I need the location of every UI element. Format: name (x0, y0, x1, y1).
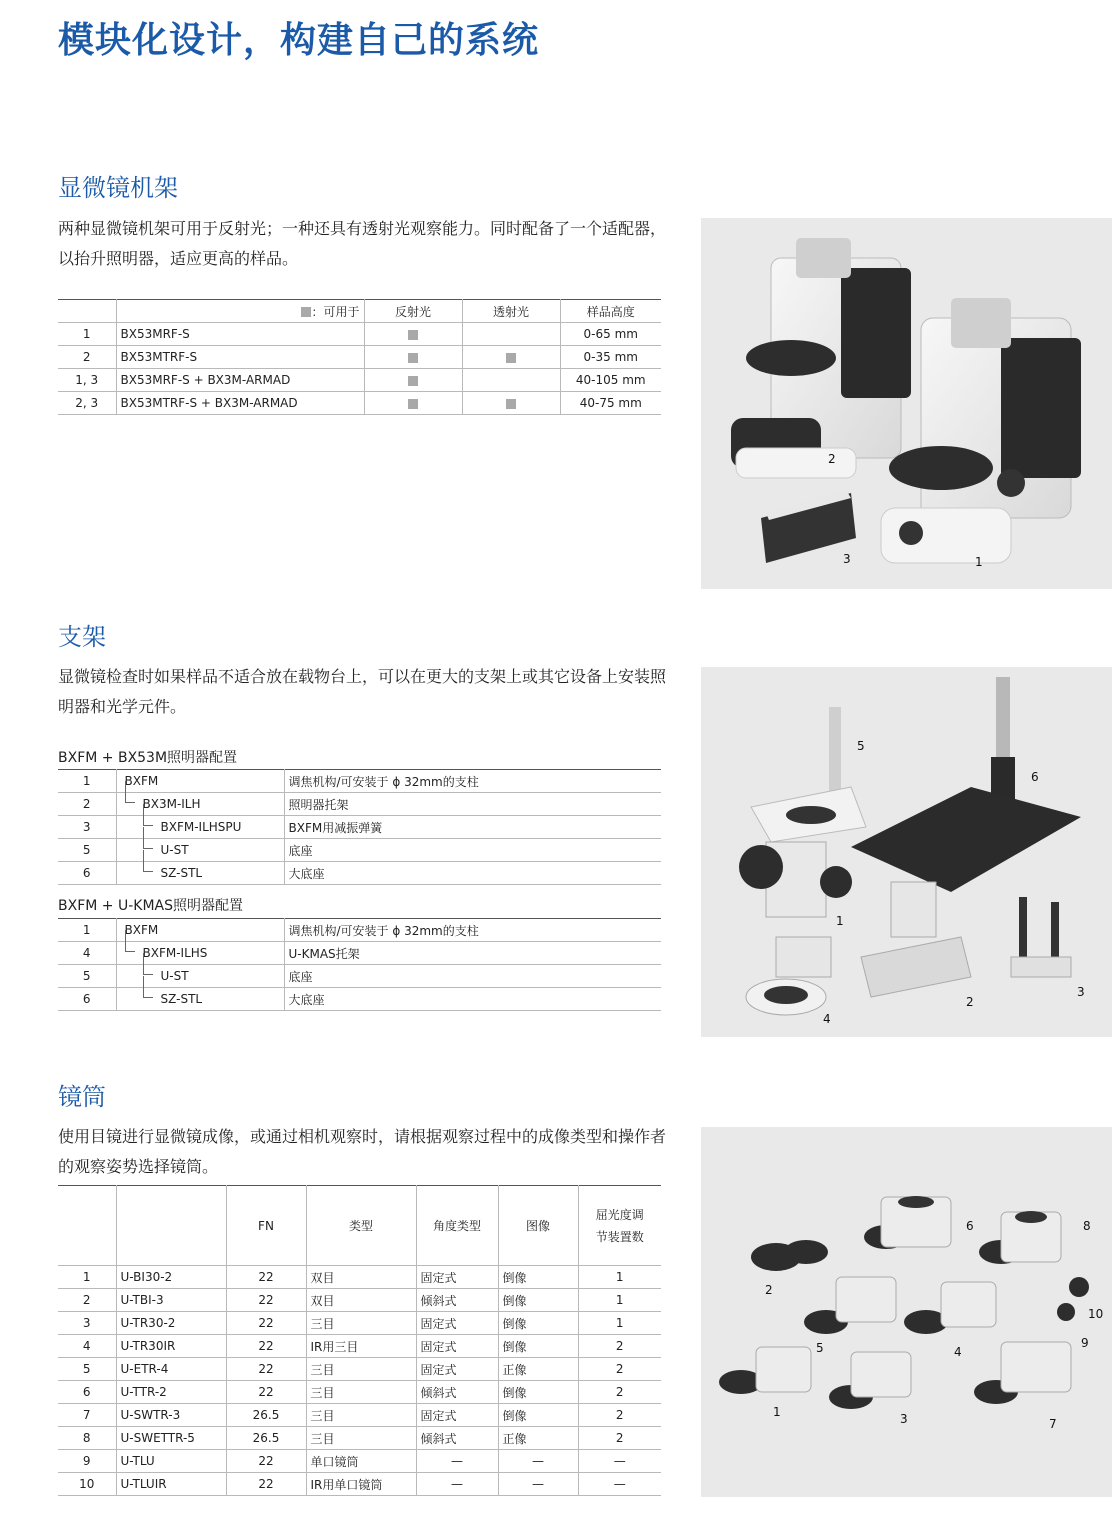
photo-label: 2 (765, 1283, 773, 1297)
frames-table-row (58, 392, 661, 415)
row-fn: 22 (226, 1289, 306, 1312)
row-number: 4 (58, 1335, 116, 1358)
available-square-icon (408, 330, 418, 340)
row-component (116, 942, 284, 965)
row-number: 6 (58, 1381, 116, 1404)
row-diopter: — (578, 1450, 661, 1473)
tree-branch (143, 804, 153, 826)
config-table-row (58, 770, 661, 793)
row-number: 1, 3 (58, 369, 116, 392)
photo-label: 6 (966, 1219, 974, 1233)
component-name: SZ-STL (160, 866, 203, 880)
row-image: 倒像 (498, 1312, 578, 1335)
row-diopter: 2 (578, 1404, 661, 1427)
row-component (116, 862, 284, 885)
col-diopter (578, 1186, 661, 1266)
row-image: 倒像 (498, 1381, 578, 1404)
tubes-table-row (58, 1427, 661, 1450)
row-type: 双目 (306, 1266, 416, 1289)
row-model: U-ETR-4 (116, 1358, 226, 1381)
row-number: 1 (58, 1266, 116, 1289)
tubes-photo (701, 1127, 1112, 1497)
row-transmit (462, 392, 560, 415)
stands-illustration (701, 667, 1112, 1037)
row-description: 底座 (284, 839, 661, 862)
row-number: 2 (58, 346, 116, 369)
row-type: 三目 (306, 1381, 416, 1404)
col-fn: FN (226, 1186, 306, 1266)
row-diopter: 2 (578, 1427, 661, 1450)
row-type: 三目 (306, 1427, 416, 1450)
photo-label: 9 (1081, 1336, 1089, 1350)
tubes-table (58, 1185, 661, 1496)
row-reflect (364, 392, 462, 415)
row-height: 40-105 mm (560, 369, 661, 392)
row-diopter: 1 (578, 1312, 661, 1335)
row-model: U-TR30IR (116, 1335, 226, 1358)
row-number: 8 (58, 1427, 116, 1450)
row-number: 9 (58, 1450, 116, 1473)
tree-branch (143, 827, 153, 849)
photo-label: 7 (1049, 1417, 1057, 1431)
tubes-table-row (58, 1289, 661, 1312)
row-image: — (498, 1473, 578, 1496)
photo-label: 1 (836, 914, 844, 928)
row-number: 6 (58, 988, 116, 1011)
row-model: U-TR30-2 (116, 1312, 226, 1335)
photo-label: 4 (954, 1345, 962, 1359)
row-description: BXFM用减振弹簧 (284, 816, 661, 839)
stands-photo (701, 667, 1112, 1037)
legend-label: ：可用于 (311, 304, 360, 319)
col-diopter-line1: 屈光度调 (595, 1207, 644, 1222)
row-height: 40-75 mm (560, 392, 661, 415)
tubes-description: 使用目镜进行显微镜成像，或通过相机观察时，请根据观察过程中的成像类型和操作者的观察姿势选择镜筒。 (58, 1127, 667, 1176)
tree-branch (125, 781, 135, 803)
row-model: U-BI30-2 (116, 1266, 226, 1289)
row-component (116, 816, 284, 839)
row-fn: 22 (226, 1473, 306, 1496)
row-reflect (364, 369, 462, 392)
available-square-icon (408, 399, 418, 409)
row-number: 2, 3 (58, 392, 116, 415)
component-name: BXFM-ILHS (142, 946, 208, 960)
row-diopter: 1 (578, 1266, 661, 1289)
col-angle: 角度类型 (416, 1186, 498, 1266)
photo-label: 5 (857, 739, 865, 753)
component-name: SZ-STL (160, 992, 203, 1006)
frames-table-row (58, 346, 661, 369)
row-description: 大底座 (284, 988, 661, 1011)
row-fn: 26.5 (226, 1427, 306, 1450)
config2-table (58, 918, 661, 1011)
stands-description: 显微镜检查时如果样品不适合放在载物台上，可以在更大的支架上或其它设备上安装照明器和光学元件。 (58, 667, 667, 716)
col-type: 类型 (306, 1186, 416, 1266)
tubes-section-title: 镜筒 (58, 1083, 106, 1111)
row-number: 3 (58, 1312, 116, 1335)
row-fn: 26.5 (226, 1404, 306, 1427)
row-type: IR用三目 (306, 1335, 416, 1358)
component-name: BXFM (124, 923, 159, 937)
row-diopter: 2 (578, 1358, 661, 1381)
row-type: 双目 (306, 1289, 416, 1312)
row-description: 调焦机构/可安装于 ϕ 32mm的支柱 (284, 770, 661, 793)
tubes-table-header (58, 1186, 661, 1266)
row-number: 1 (58, 919, 116, 942)
photo-label: 5 (816, 1341, 824, 1355)
row-reflect (364, 323, 462, 346)
row-angle: — (416, 1473, 498, 1496)
row-type: 三目 (306, 1404, 416, 1427)
row-number: 5 (58, 965, 116, 988)
tree-branch (143, 850, 153, 872)
row-angle: 固定式 (416, 1266, 498, 1289)
photo-label: 1 (773, 1405, 781, 1419)
tubes-table-row (58, 1404, 661, 1427)
row-number: 5 (58, 839, 116, 862)
tubes-illustration (701, 1127, 1112, 1497)
row-transmit (462, 346, 560, 369)
photo-label: 8 (1083, 1219, 1091, 1233)
row-image: 倒像 (498, 1404, 578, 1427)
photo-label: 3 (843, 552, 851, 566)
col-diopter-line2: 节装置数 (595, 1229, 644, 1244)
photo-label: 2 (966, 995, 974, 1009)
component-name: U-ST (160, 969, 189, 983)
row-diopter: 1 (578, 1289, 661, 1312)
row-model: U-TLU (116, 1450, 226, 1473)
row-angle: 固定式 (416, 1358, 498, 1381)
col-reflect: 反射光 (364, 300, 462, 323)
row-component (116, 988, 284, 1011)
row-angle: 倾斜式 (416, 1427, 498, 1450)
row-number: 3 (58, 816, 116, 839)
config-table-row (58, 919, 661, 942)
row-number: 1 (58, 770, 116, 793)
row-description: 调焦机构/可安装于 ϕ 32mm的支柱 (284, 919, 661, 942)
row-image: 正像 (498, 1358, 578, 1381)
row-height: 0-65 mm (560, 323, 661, 346)
frames-section-title: 显微镜机架 (58, 174, 178, 202)
frames-table-header (58, 300, 661, 323)
row-angle: 倾斜式 (416, 1289, 498, 1312)
component-name: BXFM (124, 774, 159, 788)
row-image: 正像 (498, 1427, 578, 1450)
page-title: 模块化设计，构建自己的系统 (58, 20, 540, 61)
row-model: U-TBI-3 (116, 1289, 226, 1312)
row-number: 2 (58, 793, 116, 816)
row-diopter: — (578, 1473, 661, 1496)
row-image: — (498, 1450, 578, 1473)
row-number: 7 (58, 1404, 116, 1427)
row-type: 三目 (306, 1358, 416, 1381)
col-height: 样品高度 (560, 300, 661, 323)
microscope-frames-illustration (701, 218, 1112, 589)
available-square-icon (506, 399, 516, 409)
tubes-table-row (58, 1312, 661, 1335)
component-name: U-ST (160, 843, 189, 857)
row-number: 10 (58, 1473, 116, 1496)
row-fn: 22 (226, 1266, 306, 1289)
component-name: BXFM-ILHSPU (160, 820, 242, 834)
tubes-table-row (58, 1266, 661, 1289)
legend-square-icon (301, 307, 311, 317)
config1-title: BXFM + BX53M照明器配置 (58, 750, 238, 766)
row-component (116, 793, 284, 816)
row-component (116, 919, 284, 942)
row-number: 2 (58, 1289, 116, 1312)
row-model: BX53MRF-S + BX3M-ARMAD (116, 369, 364, 392)
photo-label: 4 (823, 1012, 831, 1026)
photo-label: 1 (975, 555, 983, 569)
component-name: BX3M-ILH (142, 797, 201, 811)
row-fn: 22 (226, 1335, 306, 1358)
row-reflect (364, 346, 462, 369)
frames-table-row (58, 323, 661, 346)
row-model: U-TLUIR (116, 1473, 226, 1496)
row-description: 大底座 (284, 862, 661, 885)
row-component (116, 965, 284, 988)
photo-label: 3 (900, 1412, 908, 1426)
row-number: 4 (58, 942, 116, 965)
row-fn: 22 (226, 1312, 306, 1335)
row-model: BX53MTRF-S + BX3M-ARMAD (116, 392, 364, 415)
row-model: U-TTR-2 (116, 1381, 226, 1404)
row-component (116, 770, 284, 793)
row-component (116, 839, 284, 862)
row-model: BX53MTRF-S (116, 346, 364, 369)
tubes-table-row (58, 1358, 661, 1381)
row-image: 倒像 (498, 1289, 578, 1312)
photo-label: 2 (828, 452, 836, 466)
row-type: 单口镜筒 (306, 1450, 416, 1473)
tubes-table-row (58, 1473, 661, 1496)
row-angle: 固定式 (416, 1335, 498, 1358)
col-image: 图像 (498, 1186, 578, 1266)
tubes-table-row (58, 1381, 661, 1404)
frames-table (58, 299, 661, 415)
row-description: 照明器托架 (284, 793, 661, 816)
row-image: 倒像 (498, 1335, 578, 1358)
row-type: IR用单口镜筒 (306, 1473, 416, 1496)
row-fn: 22 (226, 1381, 306, 1404)
row-image: 倒像 (498, 1266, 578, 1289)
frames-table-row (58, 369, 661, 392)
photo-label: 10 (1088, 1307, 1104, 1321)
row-height: 0-35 mm (560, 346, 661, 369)
row-number: 5 (58, 1358, 116, 1381)
row-diopter: 2 (578, 1335, 661, 1358)
row-angle: 固定式 (416, 1404, 498, 1427)
available-square-icon (408, 376, 418, 386)
row-angle: 固定式 (416, 1312, 498, 1335)
tubes-table-row (58, 1450, 661, 1473)
row-fn: 22 (226, 1358, 306, 1381)
row-number: 6 (58, 862, 116, 885)
row-type: 三目 (306, 1312, 416, 1335)
row-angle: — (416, 1450, 498, 1473)
row-description: 底座 (284, 965, 661, 988)
frames-photo (701, 218, 1112, 589)
row-fn: 22 (226, 1450, 306, 1473)
config-table-row (58, 988, 661, 1011)
stands-section-title: 支架 (58, 623, 106, 651)
row-transmit (462, 369, 560, 392)
available-square-icon (506, 353, 516, 363)
available-square-icon (408, 353, 418, 363)
config-table-row (58, 862, 661, 885)
tubes-table-row (58, 1335, 661, 1358)
row-angle: 倾斜式 (416, 1381, 498, 1404)
photo-label: 3 (1077, 985, 1085, 999)
row-model: U-SWETTR-5 (116, 1427, 226, 1450)
row-diopter: 2 (578, 1381, 661, 1404)
config1-table (58, 769, 661, 885)
row-transmit (462, 323, 560, 346)
config2-title: BXFM + U-KMAS照明器配置 (58, 898, 243, 914)
frames-description: 两种显微镜机架可用于反射光；一种还具有透射光观察能力。同时配备了一个适配器，以抬升照明器，适应更高的样品。 (58, 219, 667, 268)
photo-label: 6 (1031, 770, 1039, 784)
row-description: U-KMAS托架 (284, 942, 661, 965)
tree-branch (143, 953, 153, 975)
col-transmit: 透射光 (462, 300, 560, 323)
row-model: BX53MRF-S (116, 323, 364, 346)
row-model: U-SWTR-3 (116, 1404, 226, 1427)
tree-branch (125, 930, 135, 952)
row-number: 1 (58, 323, 116, 346)
tree-branch (143, 976, 153, 998)
